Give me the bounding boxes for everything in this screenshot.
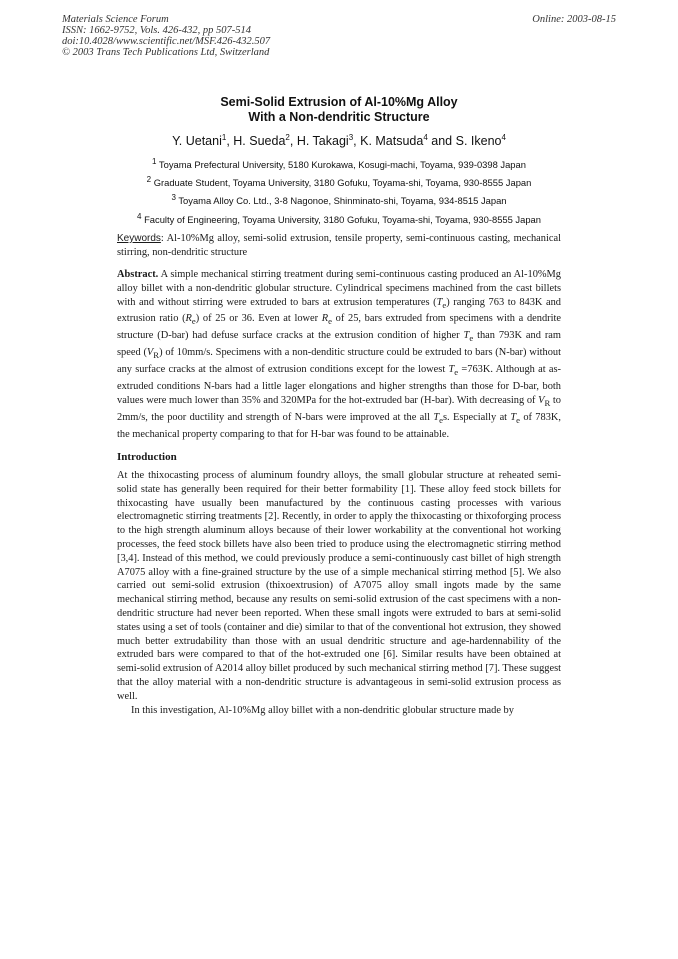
author-name: S. Ikeno <box>455 134 502 149</box>
journal-copyright: © 2003 Trans Tech Publications Ltd, Switzerland <box>62 47 270 58</box>
journal-header <box>62 14 616 58</box>
intro-paragraph-1: At the thixocasting process of aluminum foundry alloys, the small globular structure at reheated semi-solid state has generally been required for their better formability [1]. These alloy feed stock billets for thixocasting have usually been manufactured by the continuous casting processes with various electromagnetic stirring treatments [2]. Recently, in order to apply the thixocasting or thixoforging process to the high strength aluminum alloys because of their lower workability at the conventional hot working processes, the feed stock billets have also been tried to produce using the electromagnetic stirring method [3,4]. Instead of this method, we could previously produce a semi-continuously cast billet of high strength A7075 alloy with a fine-grained structure by the use of a simple mechanical stirring method [5]. We also carried out semi-solid extrusion (thixoextrusion) of A7075 alloy small ingots made by the same mechanical stirring method, because any results on semi-solid extrusion of the cast specimens with a non-dendritic structure had never been reported. When these small ingots were extruded to bars at semi-solid states using a set of tools (container and die) similar to that of the conventional hot extrusion, they showed much better extrudability than those with an usual dendritic structure and age-hardennability of the extruded bars were compared to that of the hot-extruded one [6]. Similar results have been obtained at semi-solid extrusion of A2014 alloy billet produced by such mechanical stirring method [7]. These suggest that the alloy material with a non-dendritic structure is advantageous in semi-solid extrusion process as well. <box>117 470 561 702</box>
affiliation: $^4$ Faculty of Engineering, Toyama University, 3180 Gofuku, Toyama-shi, Toyama, 930-8555 Japan <box>137 211 541 225</box>
affiliation: $^1$ Toyama Prefectural University, 5180 Kurokawa, Kosugi-machi, Toyama, 939-0398 Japan <box>152 157 526 171</box>
author-list: Y. Uetani$^1$, H. Sueda$^2$, H. Takagi$^3$, K. Matsuda$^4$ and S. Ikeno$^4$ <box>172 133 506 149</box>
author-aff-mark: 2 <box>285 133 290 142</box>
paper-title <box>60 95 618 125</box>
abstract: Abstract. A simple mechanical stirring treatment during semi-continuous casting produced an Al-10%Mg alloy billet with a non-dendritic globular structure. Cylindrical specimens machined from the cast billets with and without stirring were extruded to bars at extrusion temperatures $(T_e)$ ranging 763 to 843K and extrusion ratio $(R_e)$ of 25 or 36. Even at lower $R_e$ of 25, bars extruded from specimens with a dendrite structure (D-bar) had defuse surface cracks at the extrusion condition of higher $T_e$ than 793K and ram speed $(V_R)$ of 10mm/s. Specimens with a non-denditic structure could be extruded to bars (N-bar) without any surface cracks at the almost of extrusion conditions except for the lowest $T_e =763K$. Although at as-extruded conditions N-bars had a little lager elongations and higher strengths than those for D-bar, both values were much lower than 35% and 320MPa for the hot-extruded bar (H-bar). With decreasing of $V_R$ to 2mm/s, the poor ductility and strength of N-bars were improved at the all $T_es$. Especially at $T_e$ of 783K, the mechanical property comparing to that for H-bar was found to be attainable. <box>117 269 562 440</box>
title-block <box>60 95 618 227</box>
keywords-label: Keywords <box>117 233 161 244</box>
author-name: H. Takagi <box>296 134 349 149</box>
author-name: K. Matsuda <box>360 134 424 149</box>
journal-issn: ISSN: 1662-9752, Vols. 426-432, pp 507-514 <box>62 25 251 36</box>
introduction-heading: Introduction <box>117 451 177 463</box>
author-name: Y. Uetani <box>172 134 222 149</box>
author-aff-mark: 4 <box>501 133 506 142</box>
journal-doi: doi:10.4028/www.scientific.net/MSF.426-432.507 <box>62 36 271 47</box>
author-aff-mark: 1 <box>221 133 227 142</box>
affiliation: $^2$ Graduate Student, Toyama University, 3180 Gofuku, Toyama-shi, Toyama, 930-8555 Japan <box>146 175 532 189</box>
journal-name: Materials Science Forum <box>62 14 169 25</box>
author-name: H. Sueda <box>233 134 286 149</box>
keywords <box>117 232 561 260</box>
online-date: Online: 2003-08-15 <box>532 14 616 25</box>
abstract-label: Abstract. <box>117 269 159 280</box>
intro-paragraph-2: In this investigation, Al-10%Mg alloy billet with a non-dendritic globular structure made by <box>131 704 514 716</box>
affiliation-list <box>60 154 618 227</box>
title-line-1: Semi-Solid Extrusion of Al-10%Mg Alloy <box>220 95 458 109</box>
keywords-text: : Al-10%Mg alloy, semi-solid extrusion, tensile property, semi-continuous casting, mechanical stirring, non-dendritic structure <box>117 233 561 258</box>
title-line-2: With a Non-dendritic Structure <box>248 110 430 124</box>
affiliation: $^3$ Toyama Alloy Co. Ltd., 3-8 Nagonoe, Shinminato-shi, Toyama, 934-8515 Japan <box>171 193 507 207</box>
introduction-body <box>117 469 561 717</box>
author-aff-mark: 3 <box>348 133 354 142</box>
author-aff-mark: 4 <box>423 133 428 142</box>
